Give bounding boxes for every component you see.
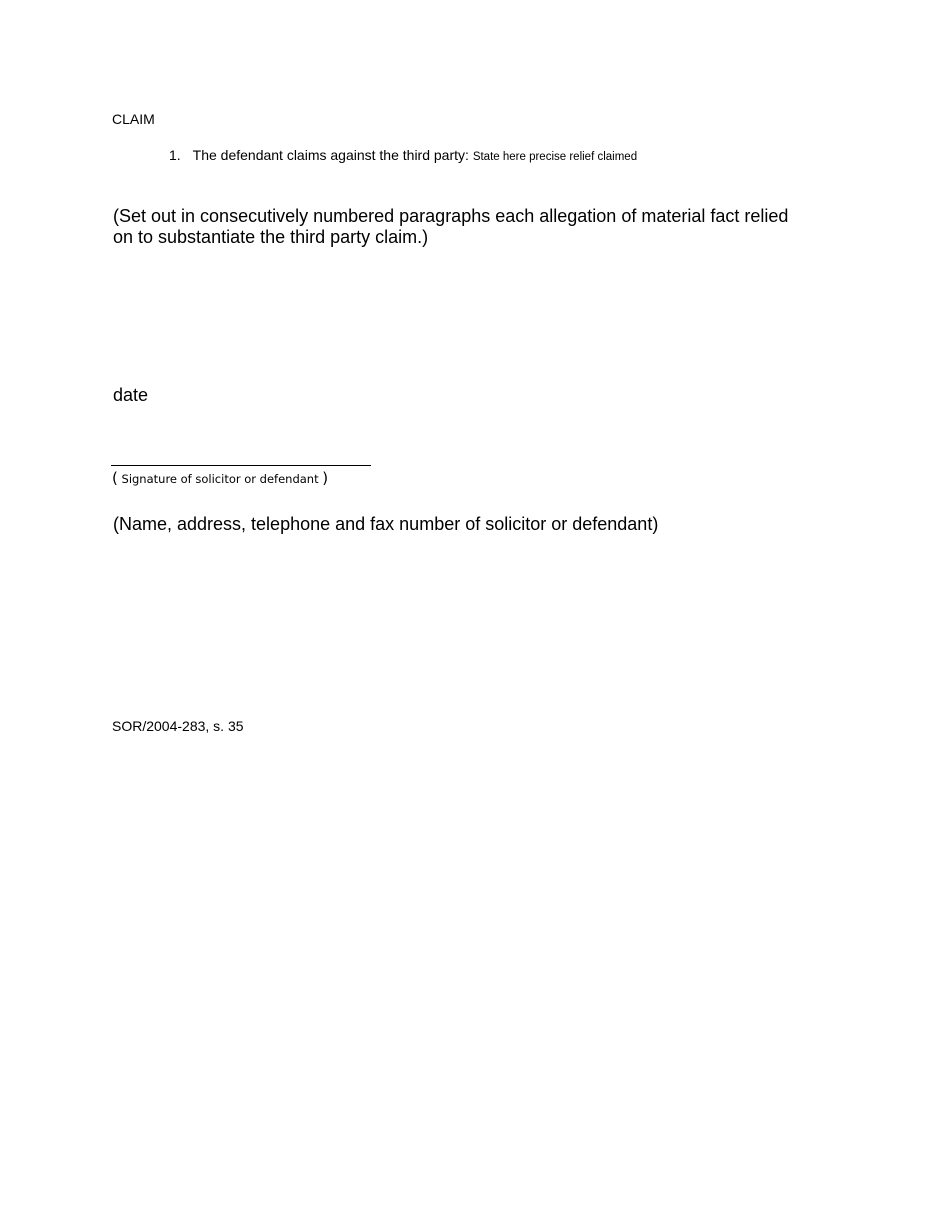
contact-details-label: (Name, address, telephone and fax number of solicitor or defendant) <box>113 514 659 534</box>
regulation-citation: SOR/2004-283, s. 35 <box>112 718 244 734</box>
signature-line <box>111 465 371 466</box>
date-label: date <box>113 385 149 405</box>
section-heading: CLAIM <box>112 111 155 127</box>
relief-hint: State here precise relief claimed <box>472 151 638 163</box>
signature-caption <box>112 469 328 488</box>
signature-open-paren: ( <box>112 469 118 487</box>
claim-paragraph <box>169 147 637 166</box>
signature-close-paren: ) <box>322 469 329 487</box>
paragraph-number: 1. <box>169 147 181 163</box>
instructions-text: (Set out in consecutively numbered paragraphs each allegation of material fact relied on to substantiate the third party claim.) <box>113 206 789 247</box>
claim-text: The defendant claims against the third party: <box>192 147 469 163</box>
signature-caption-text: Signature of solicitor or defendant <box>121 472 319 486</box>
